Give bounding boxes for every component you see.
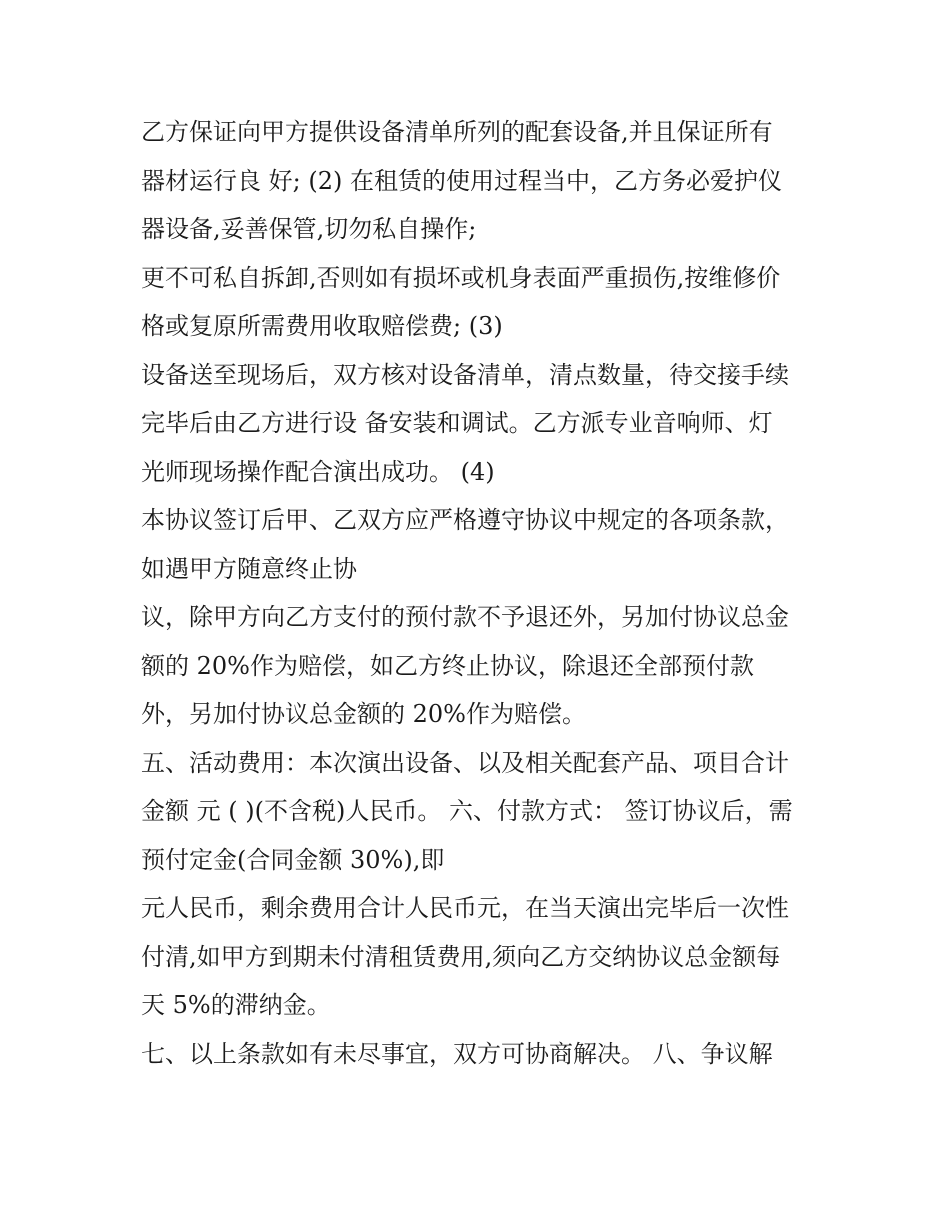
text-line: 器材运行良 好; (2) 在租赁的使用过程当中，乙方务必爱护仪 <box>141 166 782 195</box>
text-line: 金额 元 ( )(不含税)人民币。 六、付款方式： 签订协议后，需 <box>141 797 793 825</box>
text-line: 七、以上条款如有未尽事宜，双方可协商解决。 八、争议解 <box>141 1039 773 1068</box>
text-line: 本协议签订后甲、乙双方应严格遵守协议中规定的各项条款， <box>141 506 789 534</box>
text-line: 格或复原所需费用收取赔偿费; (3) <box>141 312 503 340</box>
text-line: 设备送至现场后，双方核对设备清单，清点数量，待交接手续 <box>141 360 789 389</box>
text-line: 五、活动费用：本次演出设备、以及相关配套产品、项目合计 <box>141 748 789 777</box>
text-line: 外，另加付协议总金额的 20%作为赔偿。 <box>141 700 586 728</box>
contract-text-block <box>141 108 821 1078</box>
text-line: 预付定金(合同金额 30%),即 <box>141 845 445 874</box>
text-line: 元人民币，剩余费用合计人民币元，在当天演出完毕后一次性 <box>141 894 789 922</box>
text-line: 更不可私自拆卸,否则如有损坏或机身表面严重损伤,按维修价 <box>141 263 781 292</box>
text-line: 乙方保证向甲方提供设备清单所列的配套设备,并且保证所有 <box>141 118 773 146</box>
text-line: 器设备,妥善保管,切勿私自操作; <box>141 215 477 243</box>
text-line: 议，除甲方向乙方支付的预付款不予退还外，另加付协议总金 <box>141 603 789 631</box>
text-line: 如遇甲方随意终止协 <box>141 554 357 583</box>
text-line: 额的 20%作为赔偿，如乙方终止协议，除退还全部预付款 <box>141 651 754 680</box>
text-line: 完毕后由乙方进行设 备安装和调试。乙方派专业音响师、灯 <box>141 409 773 437</box>
text-line: 光师现场操作配合演出成功。 (4) <box>141 457 495 486</box>
text-line: 天 5%的滞纳金。 <box>141 991 331 1019</box>
text-line: 付清,如甲方到期未付清租赁费用,须向乙方交纳协议总金额每 <box>141 942 781 971</box>
